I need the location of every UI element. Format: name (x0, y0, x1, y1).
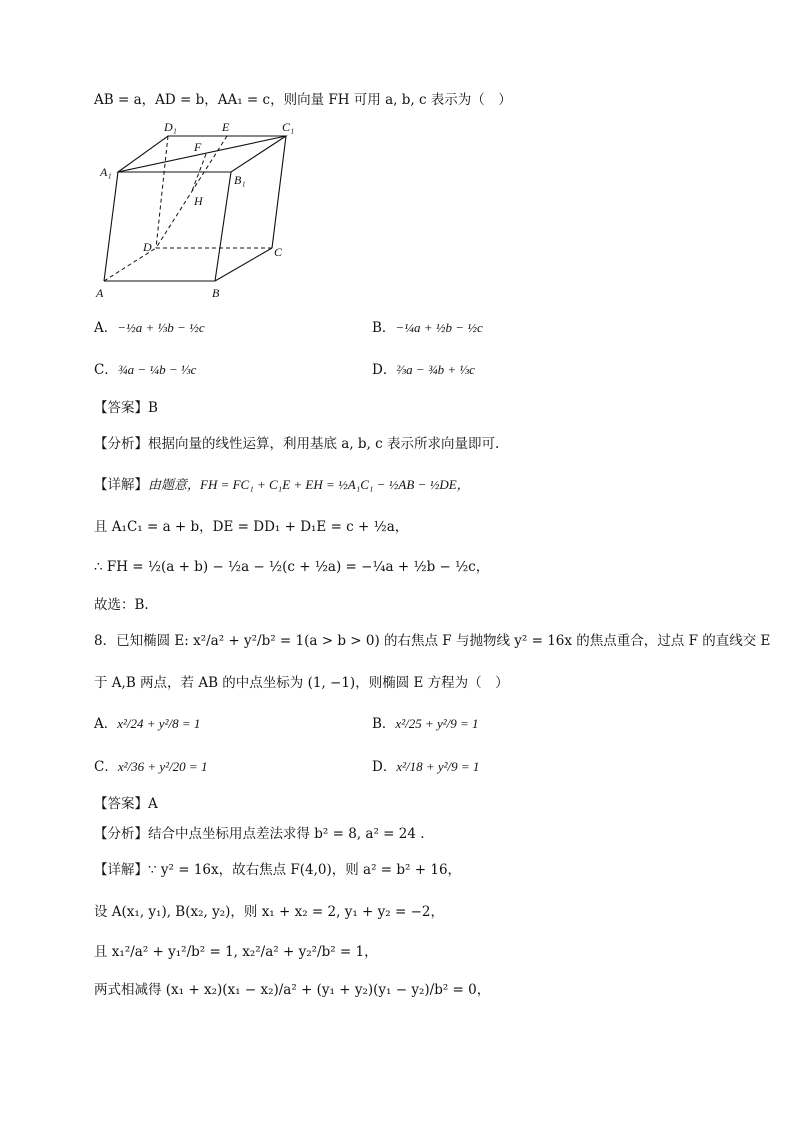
q7-option-a[interactable]: A．−½a + ⅓b − ½c (94, 320, 205, 336)
label-f: F (194, 140, 202, 154)
q7-option-c[interactable]: C．¾a − ¼b − ⅓c (94, 362, 197, 378)
q8-detail-1: 【详解】∵ y² = 16x，故右焦点 F(4,0)，则 a² = b² + 16， (94, 862, 462, 878)
edge-a1-a (104, 172, 118, 281)
q7-option-d[interactable]: D．⅔a − ¾b + ⅓c (372, 362, 475, 378)
q8-analysis: 【分析】结合中点坐标用点差法求得 b² = 8, a² = 24 . (94, 826, 425, 842)
q8-detail-4: 两式相减得 (x₁ + x₂)(x₁ − x₂)/a² + (y₁ + y₂)(y₁ − y₂)/b² = 0， (94, 982, 491, 998)
q7-analysis: 【分析】根据向量的线性运算，利用基底 a, b, c 表示所求向量即可. (94, 436, 500, 452)
q8-stem-1: 8．已知椭圆 E: x²/a² + y²/b² = 1(a > b > 0) 的右焦点 F 与抛物线 y² = 16x 的焦点重合，过点 F 的直线交 E (94, 633, 771, 649)
q7-answer: 【答案】B (94, 400, 158, 416)
label-d: D (143, 240, 152, 254)
q8-option-a[interactable]: A．x²/24 + y²/8 = 1 (94, 716, 201, 732)
label-d1: D₁ (164, 120, 177, 134)
q7-option-b[interactable]: B．−¼a + ½b − ½c (372, 320, 483, 336)
label-b1: B₁ (234, 173, 246, 187)
edge-c1-c (272, 136, 286, 248)
q8-option-d[interactable]: D．x²/18 + y²/9 = 1 (372, 759, 480, 775)
label-a1: A₁ (100, 165, 112, 179)
q7-conclusion: 故选：B. (94, 597, 149, 613)
parallelepiped-figure (94, 118, 304, 304)
label-c: C (274, 245, 283, 259)
label-h: H (194, 194, 203, 208)
q8-detail-3: 且 x₁²/a² + y₁²/b² = 1, x₂²/a² + y₂²/b² = 1， (94, 944, 378, 960)
q8-detail-2: 设 A(x₁, y₁), B(x₂, y₂)，则 x₁ + x₂ = 2, y₁ + y₂ = −2， (94, 904, 444, 920)
q8-stem-2: 于 A,B 两点，若 AB 的中点坐标为 (1, −1)，则椭圆 E 方程为（ ） (94, 675, 509, 691)
q7-detail-3: ∴ FH = ½(a + b) − ½a − ½(c + ½a) = −¼a + ½b − ½c， (94, 559, 490, 575)
label-a: A (96, 286, 104, 300)
q7-detail-2: 且 A₁C₁ = a + b，DE = DD₁ + D₁E = c + ½a， (94, 519, 409, 535)
edge-b-c (215, 248, 272, 281)
label-c1: C₁ (282, 120, 295, 134)
q8-option-c[interactable]: C．x²/36 + y²/20 = 1 (94, 759, 208, 775)
edge-b1-b (215, 172, 231, 281)
q7-detail-1: 【详解】由题意，FH = FC₁ + C₁E + EH = ½A₁C₁ − ½AB − ½DE， (94, 477, 470, 493)
q7-stem: AB = a，AD = b，AA₁ = c，则向量 FH 可用 a, b, c 表示为（ ） (94, 92, 512, 108)
q8-answer: 【答案】A (94, 796, 158, 812)
label-e: E (222, 120, 230, 134)
label-b: B (212, 286, 220, 300)
q8-option-b[interactable]: B．x²/25 + y²/9 = 1 (372, 716, 479, 732)
